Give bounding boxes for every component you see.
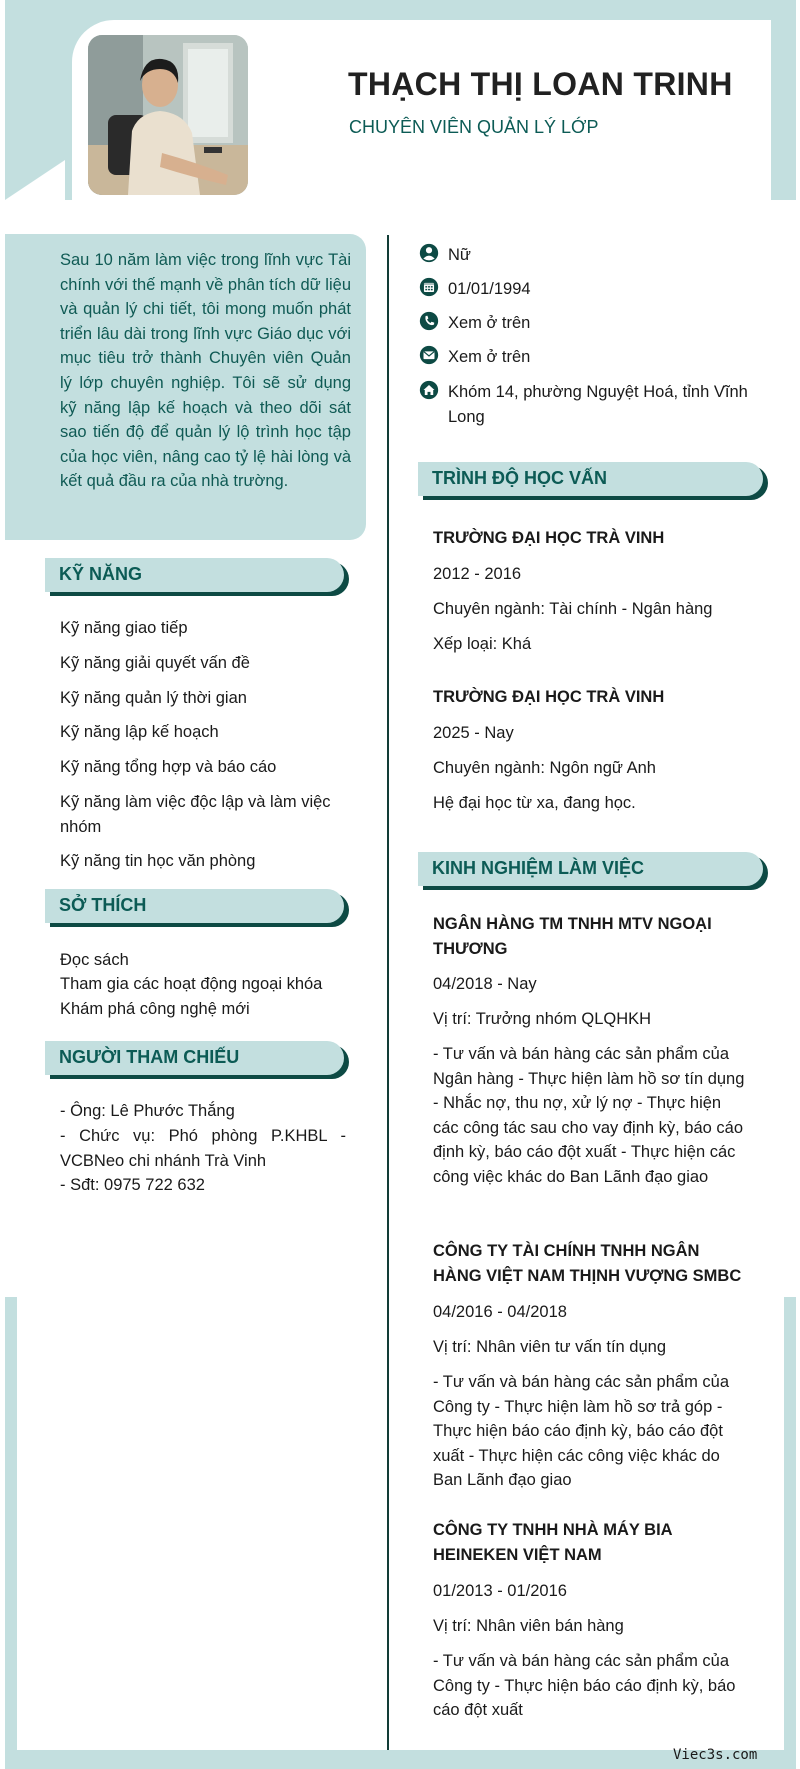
education-note: Xếp loại: Khá xyxy=(433,635,532,653)
education-period: 2025 - Nay xyxy=(433,724,514,742)
reference-line: - Ông: Lê Phước Thắng xyxy=(60,1102,235,1120)
reference-line: - Sđt: 0975 722 632 xyxy=(60,1176,205,1194)
hobbies-heading-label: SỞ THÍCH xyxy=(59,895,147,915)
education-major: Chuyên ngành: Ngôn ngữ Anh xyxy=(433,759,656,777)
right-border-strip xyxy=(784,1297,796,1769)
references-heading xyxy=(45,1041,344,1075)
hobbies-heading xyxy=(45,889,344,923)
skill-item: Kỹ năng giao tiếp xyxy=(60,619,188,637)
column-divider xyxy=(387,235,389,1750)
skill-item: Kỹ năng tổng hợp và báo cáo xyxy=(60,758,277,776)
skill-item: Kỹ năng làm việc độc lập và làm việc nhóm xyxy=(60,793,331,836)
left-border-strip xyxy=(5,1297,17,1769)
person-icon xyxy=(418,242,440,264)
watermark: Viec3s.com xyxy=(673,1747,758,1763)
phone-icon xyxy=(418,310,440,332)
skills-heading xyxy=(45,558,344,592)
education-heading xyxy=(418,462,763,496)
experience-period: 01/2013 - 01/2016 xyxy=(433,1582,567,1600)
education-period: 2012 - 2016 xyxy=(433,565,522,583)
experience-heading xyxy=(418,852,763,886)
experience-description: - Tư vấn và bán hàng các sản phẩm của Ngân hàng - Thực hiện làm hồ sơ tín dụng - Nhắc nợ, thu nợ, xử lý nợ - Thực hiện các công tác sau cho vay định kỳ, báo cáo định kỳ, báo cáo đột xuất - Thực hiện các công việc khác do Ban Lãnh đạo giao xyxy=(433,1045,745,1186)
gender-value: Nữ xyxy=(448,246,471,264)
experience-company: NGÂN HÀNG TM TNHH MTV NGOẠI THƯƠNG xyxy=(433,915,712,958)
references-heading-label: NGƯỜI THAM CHIẾU xyxy=(59,1047,240,1067)
experience-position: Vị trí: Trưởng nhóm QLQHKH xyxy=(433,1010,652,1028)
experience-description: - Tư vấn và bán hàng các sản phẩm của Công ty - Thực hiện làm hồ sơ trả góp - Thực hiện báo cáo định kỳ, báo cáo đột xuất - Thực hiện các công việc khác do Ban Lãnh đạo giao xyxy=(433,1373,730,1490)
profile-photo xyxy=(88,35,248,195)
skill-item: Kỹ năng lập kế hoạch xyxy=(60,723,219,741)
candidate-name: THẠCH THỊ LOAN TRINH xyxy=(348,66,733,102)
email-value: Xem ở trên xyxy=(448,348,531,366)
education-major: Chuyên ngành: Tài chính - Ngân hàng xyxy=(433,600,713,618)
skill-item: Kỹ năng quản lý thời gian xyxy=(60,689,247,707)
job-title: CHUYÊN VIÊN QUẢN LÝ LỚP xyxy=(349,117,599,137)
education-note: Hệ đại học từ xa, đang học. xyxy=(433,794,636,812)
experience-position: Vị trí: Nhân viên tư vấn tín dụng xyxy=(433,1338,667,1356)
skill-item: Kỹ năng tin học văn phòng xyxy=(60,852,256,870)
dob-value: 01/01/1994 xyxy=(448,280,531,298)
header-right-strip xyxy=(771,0,796,200)
summary-text: Sau 10 năm làm việc trong lĩnh vực Tài chính với thế mạnh về phân tích dữ liệu và quản lý chi tiết, tôi mong muốn phát triển lâu dài trong lĩnh vực Giáo dục với mục tiêu trở thành Chuyên viên Quản lý lớp chuyên nghiệp. Tôi sẽ sử dụng kỹ năng lập kế hoạch và theo dõi sát sao tiến độ để quản lý lộ trình học tập của học viên, nâng cao tỷ lệ hài lòng và kết quả đầu ra của nhà trường. xyxy=(60,251,351,491)
phone-value: Xem ở trên xyxy=(448,314,531,332)
address-value: Khóm 14, phường Nguyệt Hoá, tỉnh Vĩnh Long xyxy=(448,383,748,426)
experience-position: Vị trí: Nhân viên bán hàng xyxy=(433,1617,624,1635)
skill-item: Kỹ năng giải quyết vấn đề xyxy=(60,654,250,672)
experience-period: 04/2018 - Nay xyxy=(433,975,537,993)
experience-period: 04/2016 - 04/2018 xyxy=(433,1303,567,1321)
education-heading-label: TRÌNH ĐỘ HỌC VẤN xyxy=(432,468,607,488)
hobby-item: Đọc sách xyxy=(60,951,129,969)
hobby-item: Khám phá công nghệ mới xyxy=(60,1000,250,1018)
experience-company: CÔNG TY TNHH NHÀ MÁY BIA HEINEKEN VIỆT NAM xyxy=(433,1521,672,1564)
experience-company: CÔNG TY TÀI CHÍNH TNHH NGÂN HÀNG VIỆT NAM THỊNH VƯỢNG SMBC xyxy=(433,1242,742,1285)
experience-heading-label: KINH NGHIỆM LÀM VIỆC xyxy=(432,858,645,878)
experience-description: - Tư vấn và bán hàng các sản phẩm của Công ty - Thực hiện báo cáo định kỳ, báo cáo đột xuất xyxy=(433,1652,736,1720)
summary-box xyxy=(5,234,366,540)
home-icon xyxy=(418,379,440,401)
calendar-icon xyxy=(418,276,440,298)
reference-line: - Chức vụ: Phó phòng P.KHBL - VCBNeo chi nhánh Trà Vinh xyxy=(60,1127,346,1170)
mail-icon xyxy=(418,344,440,366)
skills-heading-label: KỸ NĂNG xyxy=(59,564,143,584)
education-school: TRƯỜNG ĐẠI HỌC TRÀ VINH xyxy=(433,688,665,706)
hobby-item: Tham gia các hoạt động ngoại khóa xyxy=(60,975,323,993)
education-school: TRƯỜNG ĐẠI HỌC TRÀ VINH xyxy=(433,529,665,547)
